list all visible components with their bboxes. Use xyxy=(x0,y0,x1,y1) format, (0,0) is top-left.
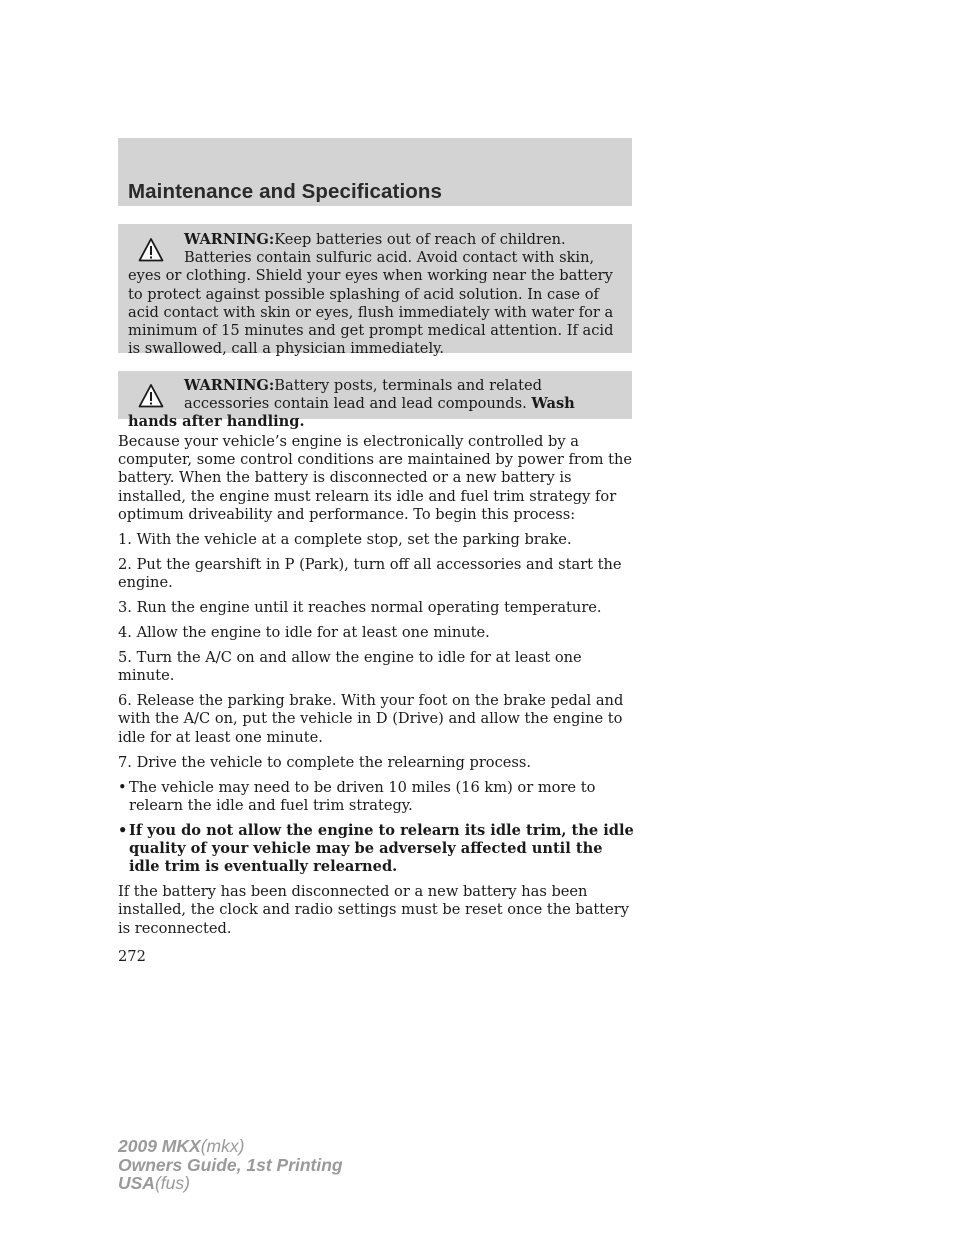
bullet-text: The vehicle may need to be driven 10 miles (16 km) or more to relearn the idle and fuel trim strategy. xyxy=(129,778,596,814)
warning-box-battery-acid xyxy=(118,224,632,358)
footer-region-code: (fus) xyxy=(154,1173,190,1193)
footer-line-region xyxy=(118,1174,343,1193)
page-number: 272 xyxy=(118,947,146,965)
warning-text: Battery posts, terminals and related accessories contain lead and lead compounds. xyxy=(184,377,542,413)
bullet-item xyxy=(118,779,638,815)
body-content xyxy=(118,433,638,966)
section-title: Maintenance and Specifications xyxy=(128,180,442,203)
step-6: 6. Release the parking brake. With your foot on the brake pedal and with the A/C on, put the vehicle in D (Drive) and allow the engine to idle for at least one minute. xyxy=(118,692,624,746)
footer-model-code: (mkx) xyxy=(200,1136,245,1156)
warning-box-lead xyxy=(118,371,632,431)
bullet-text: If you do not allow the engine to relearn its idle trim, the idle quality of your vehicle may be adversely affected until the idle trim is eventually relearned. xyxy=(129,821,634,876)
step-4: 4. Allow the engine to idle for at least one minute. xyxy=(118,624,490,642)
print-footer xyxy=(118,1137,343,1193)
bullet-glyph: • xyxy=(118,821,128,839)
warning-label: WARNING: xyxy=(184,231,275,248)
closing-paragraph: If the battery has been disconnected or a new battery has been installed, the clock and radio settings must be reset once the battery is reconnected. xyxy=(118,883,630,937)
step-1: 1. With the vehicle at a complete stop, set the parking brake. xyxy=(118,530,572,548)
warning-triangle-icon xyxy=(138,237,164,263)
section-header xyxy=(118,138,632,206)
warning-text: Keep batteries out of reach of children. Batteries contain sulfuric acid. Avoid contact with skin, eyes or clothing. Shield your eyes when working near the battery to protect against possible splashing of acid solution. In case of acid contact with skin or eyes, flush immediately with water for a minimum of 15 minutes and get prompt medical attention. If acid is swallowed, call a physician immediately. xyxy=(128,231,614,358)
step-7: 7. Drive the vehicle to complete the relearning process. xyxy=(118,753,532,771)
step-5: 5. Turn the A/C on and allow the engine to idle for at least one minute. xyxy=(118,649,582,685)
bullet-item xyxy=(118,822,638,877)
footer-line-model xyxy=(118,1137,343,1156)
warning-triangle-icon xyxy=(138,383,164,409)
bullet-glyph: • xyxy=(118,778,127,796)
warning-label: WARNING: xyxy=(184,377,275,394)
footer-model: 2009 MKX xyxy=(118,1136,201,1156)
warning-emphasis: Wash hands after handling. xyxy=(128,395,575,431)
footer-guide: Owners Guide, 1st Printing xyxy=(118,1154,343,1175)
step-3: 3. Run the engine until it reaches normal operating temperature. xyxy=(118,599,602,617)
footer-region: USA xyxy=(118,1173,155,1193)
step-2: 2. Put the gearshift in P (Park), turn off all accessories and start the engine. xyxy=(118,555,622,592)
intro-paragraph: Because your vehicle’s engine is electronically controlled by a computer, some control conditions are maintained by power from the battery. When the battery is disconnected or a new battery is installed, the engine must relearn its idle and fuel trim strategy for optimum driveability and performance. To begin this process: xyxy=(118,433,633,523)
footer-line-guide xyxy=(118,1156,343,1175)
